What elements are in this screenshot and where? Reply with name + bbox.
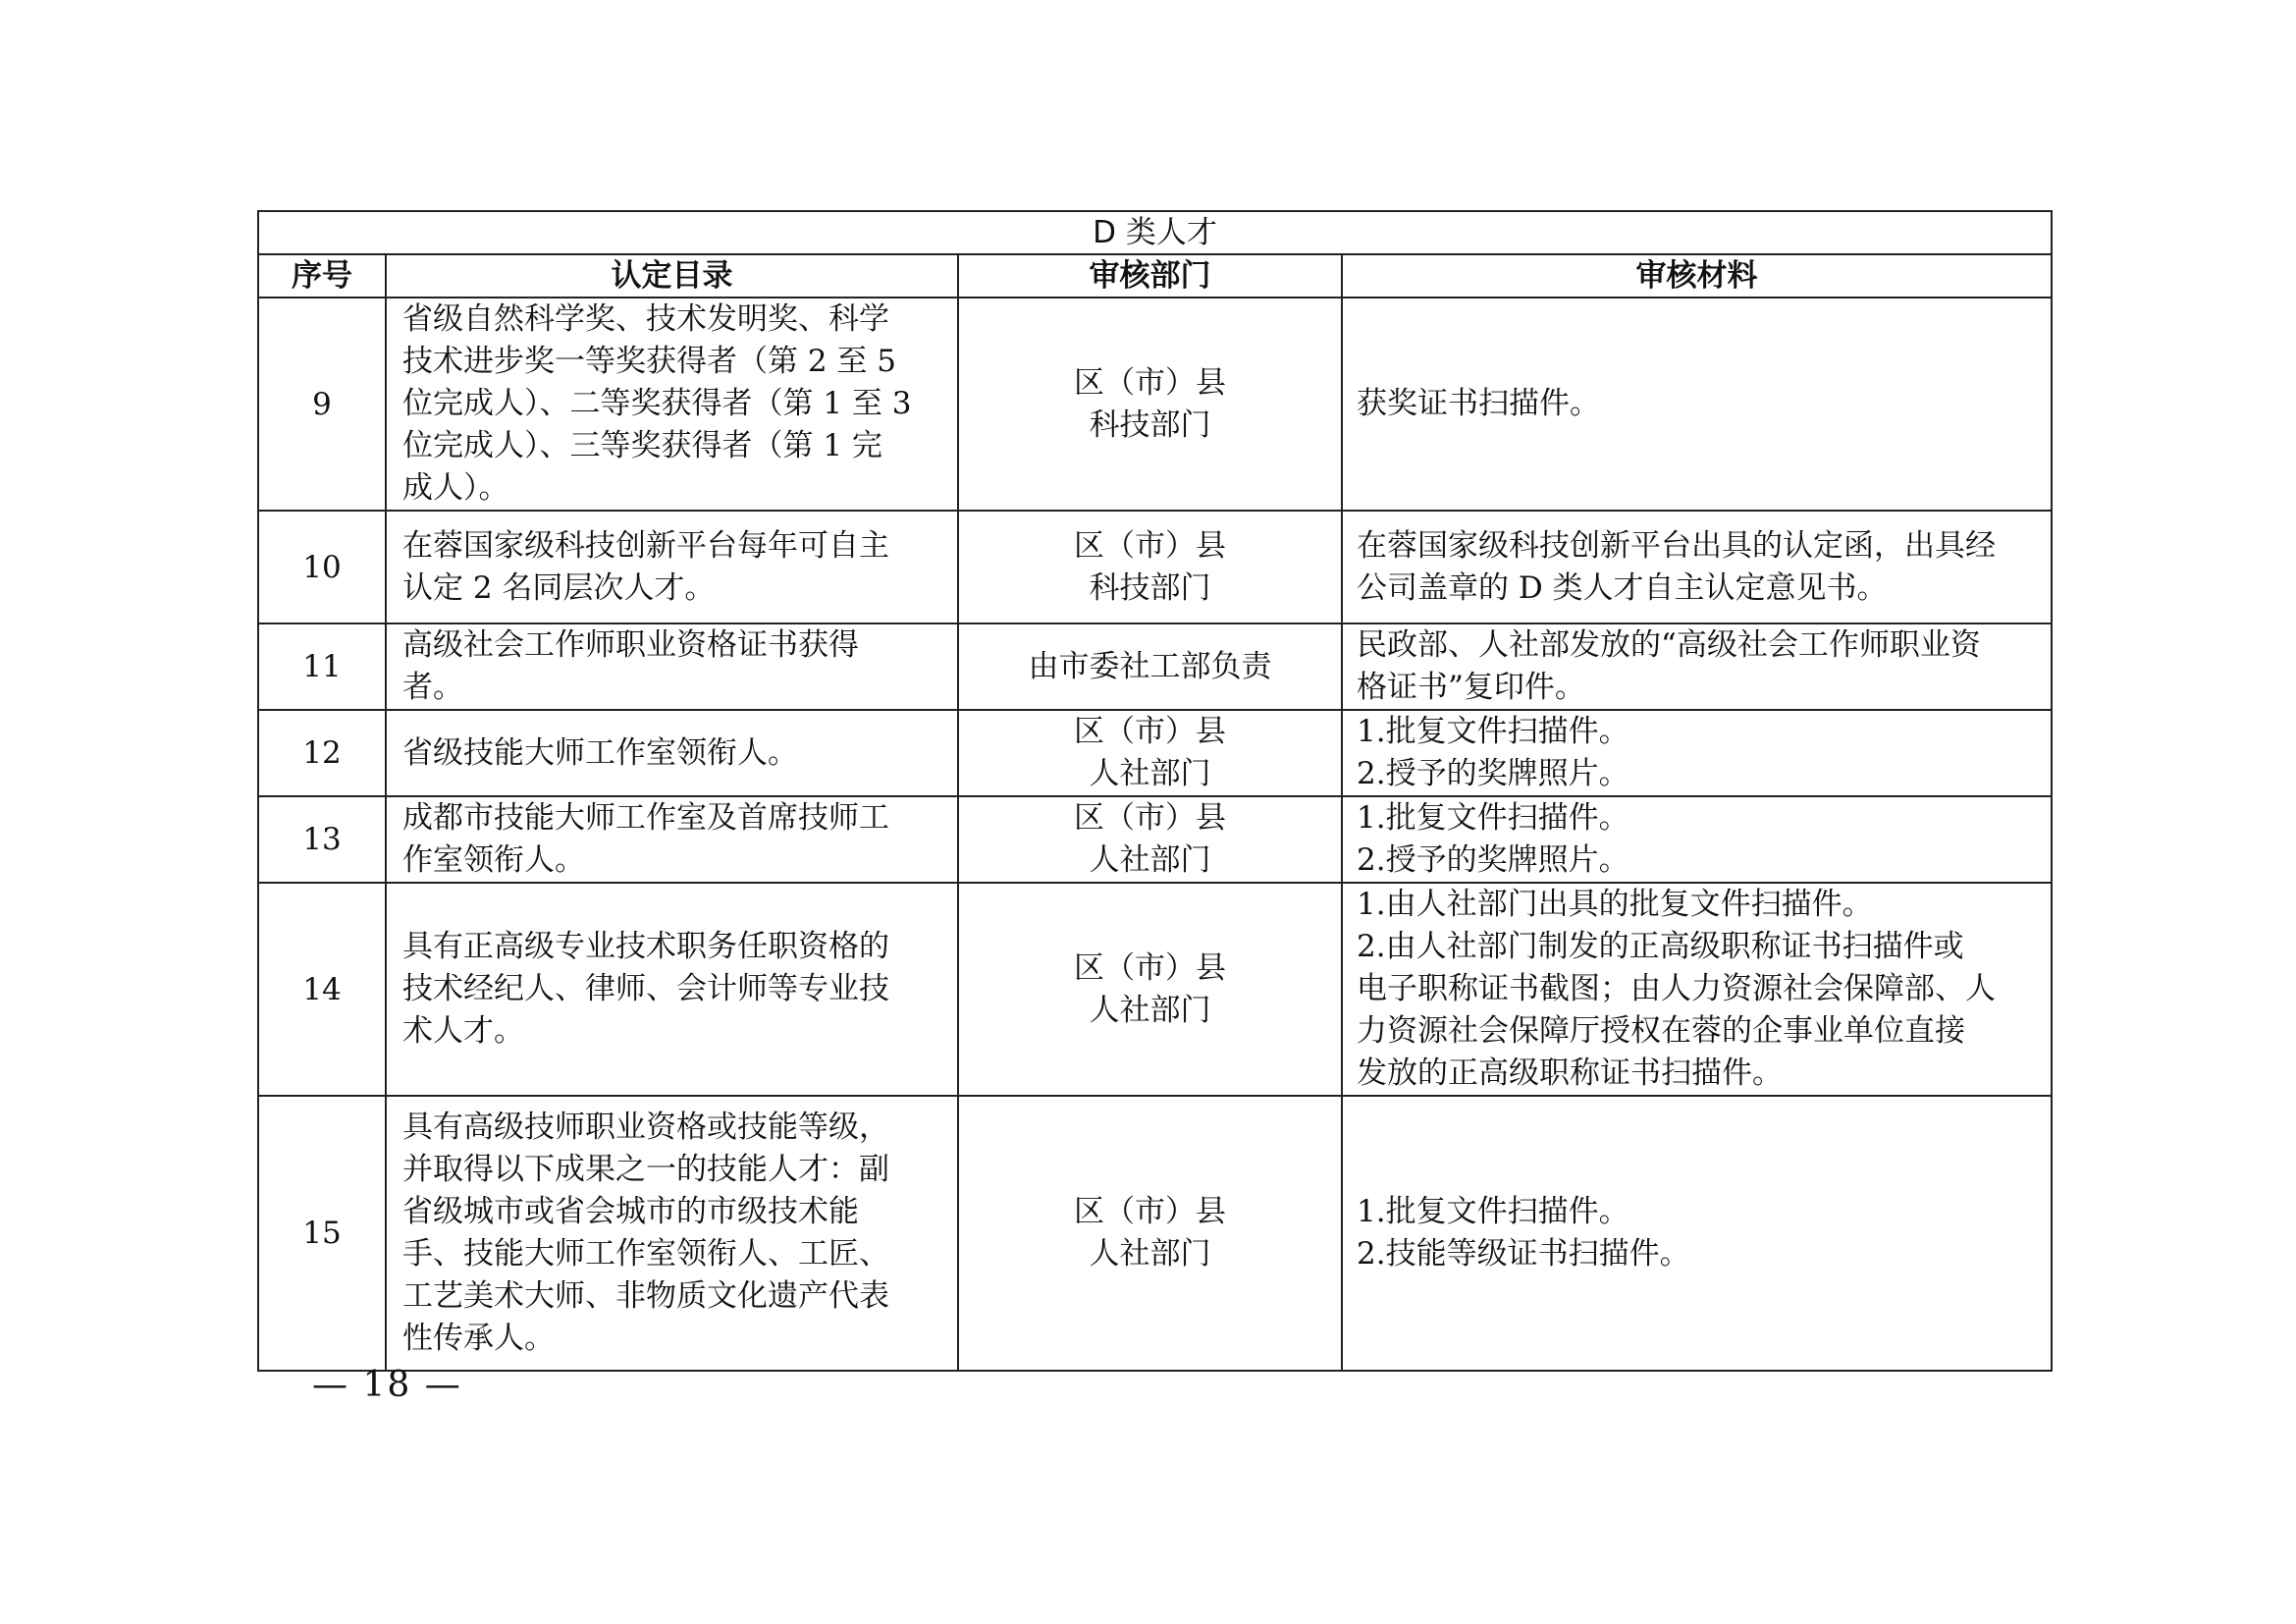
catalog-cell-line: 成都市技能大师工作室及首席技师工 bbox=[402, 800, 889, 836]
materials-cell bbox=[1342, 298, 2052, 511]
dept-cell-line: 区（市）县 bbox=[1074, 527, 1226, 564]
table-row bbox=[258, 710, 2052, 796]
row-number: 9 bbox=[258, 298, 386, 511]
dept-cell bbox=[958, 710, 1342, 796]
catalog-cell-line: 并取得以下成果之一的技能人才：副 bbox=[402, 1152, 889, 1187]
materials-cell-line: 2.授予的奖牌照片。 bbox=[1357, 842, 1629, 878]
dept-cell-line: 由市委社工部负责 bbox=[1028, 648, 1272, 684]
catalog-cell-line: 工艺美术大师、非物质文化遗产代表 bbox=[402, 1278, 889, 1314]
catalog-cell bbox=[386, 883, 958, 1096]
catalog-cell-line: 高级社会工作师职业资格证书获得 bbox=[402, 627, 859, 663]
dept-cell-line: 科技部门 bbox=[1089, 406, 1211, 443]
catalog-cell-line: 作室领衔人。 bbox=[402, 842, 585, 878]
row-number: 13 bbox=[258, 796, 386, 883]
materials-cell-line: 1.批复文件扫描件。 bbox=[1357, 714, 1629, 749]
dept-cell-line: 区（市）县 bbox=[1074, 800, 1226, 836]
table-row bbox=[258, 623, 2052, 710]
materials-cell-line: 获奖证书扫描件。 bbox=[1357, 386, 1600, 421]
catalog-cell bbox=[386, 796, 958, 883]
catalog-cell-line: 省级技能大师工作室领衔人。 bbox=[402, 734, 798, 771]
dept-cell-line: 科技部门 bbox=[1089, 569, 1211, 606]
row-number: 11 bbox=[258, 623, 386, 710]
materials-cell bbox=[1342, 796, 2052, 883]
table-row bbox=[258, 796, 2052, 883]
table-title: D 类人才 bbox=[258, 211, 2052, 254]
dept-cell bbox=[958, 1096, 1342, 1371]
catalog-cell-line: 者。 bbox=[402, 670, 463, 705]
materials-cell-line: 力资源社会保障厅授权在蓉的企事业单位直接 bbox=[1357, 1013, 1965, 1049]
talent-table bbox=[257, 210, 2053, 1372]
catalog-cell-line: 性传承人。 bbox=[402, 1321, 555, 1356]
catalog-cell-line: 手、技能大师工作室领衔人、工匠、 bbox=[402, 1236, 889, 1272]
materials-cell-line: 电子职称证书截图；由人力资源社会保障部、人 bbox=[1357, 971, 1996, 1006]
dept-cell-line: 人社部门 bbox=[1089, 1236, 1211, 1272]
materials-cell-line: 1.批复文件扫描件。 bbox=[1357, 1194, 1629, 1229]
dept-cell-line: 区（市）县 bbox=[1074, 714, 1226, 749]
materials-cell bbox=[1342, 623, 2052, 710]
catalog-cell-line: 具有高级技师职业资格或技能等级， bbox=[402, 1110, 889, 1145]
dept-cell-line: 区（市）县 bbox=[1074, 1194, 1226, 1229]
table-header-row bbox=[258, 254, 2052, 298]
materials-cell-line: 在蓉国家级科技创新平台出具的认定函，出具经 bbox=[1357, 527, 1996, 564]
table-row bbox=[258, 883, 2052, 1096]
catalog-cell-line: 术人才。 bbox=[402, 1013, 524, 1049]
dept-cell bbox=[958, 883, 1342, 1096]
catalog-cell-line: 技术经纪人、律师、会计师等专业技 bbox=[402, 971, 889, 1006]
materials-cell bbox=[1342, 1096, 2052, 1371]
catalog-cell bbox=[386, 298, 958, 511]
catalog-cell-line: 省级城市或省会城市的市级技术能 bbox=[402, 1194, 859, 1229]
materials-cell-line: 2.技能等级证书扫描件。 bbox=[1357, 1236, 1690, 1272]
catalog-cell-line: 在蓉国家级科技创新平台每年可自主 bbox=[402, 527, 889, 564]
dept-cell-line: 人社部门 bbox=[1089, 992, 1211, 1028]
materials-cell-line: 发放的正高级职称证书扫描件。 bbox=[1357, 1056, 1783, 1091]
dept-cell bbox=[958, 796, 1342, 883]
dept-cell bbox=[958, 298, 1342, 511]
catalog-cell bbox=[386, 623, 958, 710]
materials-cell-line: 2.授予的奖牌照片。 bbox=[1357, 756, 1629, 791]
row-number: 15 bbox=[258, 1096, 386, 1371]
catalog-cell-line: 具有正高级专业技术职务任职资格的 bbox=[402, 929, 889, 964]
materials-cell-line: 1.批复文件扫描件。 bbox=[1357, 800, 1629, 836]
row-number: 10 bbox=[258, 511, 386, 623]
catalog-cell-line: 位完成人）、三等奖获得者（第 1 完 bbox=[402, 428, 882, 463]
materials-cell bbox=[1342, 883, 2052, 1096]
header-catalog: 认定目录 bbox=[386, 254, 958, 298]
dept-cell bbox=[958, 623, 1342, 710]
catalog-cell bbox=[386, 710, 958, 796]
dept-cell-line: 人社部门 bbox=[1089, 842, 1211, 878]
dept-cell-line: 区（市）县 bbox=[1074, 949, 1226, 986]
materials-cell-line: 格证书”复印件。 bbox=[1357, 670, 1585, 705]
table-row bbox=[258, 1096, 2052, 1371]
header-materials: 审核材料 bbox=[1342, 254, 2052, 298]
catalog-cell-line: 认定 2 名同层次人才。 bbox=[402, 569, 716, 606]
catalog-cell-line: 成人）。 bbox=[402, 470, 509, 506]
catalog-cell-line: 技术进步奖一等奖获得者（第 2 至 5 bbox=[402, 344, 897, 379]
materials-cell-line: 2.由人社部门制发的正高级职称证书扫描件或 bbox=[1357, 929, 1964, 964]
catalog-cell-line: 位完成人）、二等奖获得者（第 1 至 3 bbox=[402, 386, 912, 421]
dept-cell-line: 区（市）县 bbox=[1074, 364, 1226, 401]
catalog-cell bbox=[386, 1096, 958, 1371]
catalog-cell-line: 省级自然科学奖、技术发明奖、科学 bbox=[402, 301, 889, 337]
materials-cell-line: 1.由人社部门出具的批复文件扫描件。 bbox=[1357, 887, 1873, 922]
row-number: 14 bbox=[258, 883, 386, 1096]
page-number: — 18 — bbox=[312, 1365, 462, 1405]
header-dept: 审核部门 bbox=[958, 254, 1342, 298]
header-no: 序号 bbox=[258, 254, 386, 298]
materials-cell bbox=[1342, 511, 2052, 623]
table-title-row bbox=[258, 211, 2052, 254]
dept-cell bbox=[958, 511, 1342, 623]
materials-cell-line: 民政部、人社部发放的“高级社会工作师职业资 bbox=[1357, 627, 1981, 663]
materials-cell bbox=[1342, 710, 2052, 796]
table-row bbox=[258, 511, 2052, 623]
table-row bbox=[258, 298, 2052, 511]
dept-cell-line: 人社部门 bbox=[1089, 756, 1211, 791]
materials-cell-line: 公司盖章的 D 类人才自主认定意见书。 bbox=[1357, 569, 1888, 606]
catalog-cell bbox=[386, 511, 958, 623]
row-number: 12 bbox=[258, 710, 386, 796]
